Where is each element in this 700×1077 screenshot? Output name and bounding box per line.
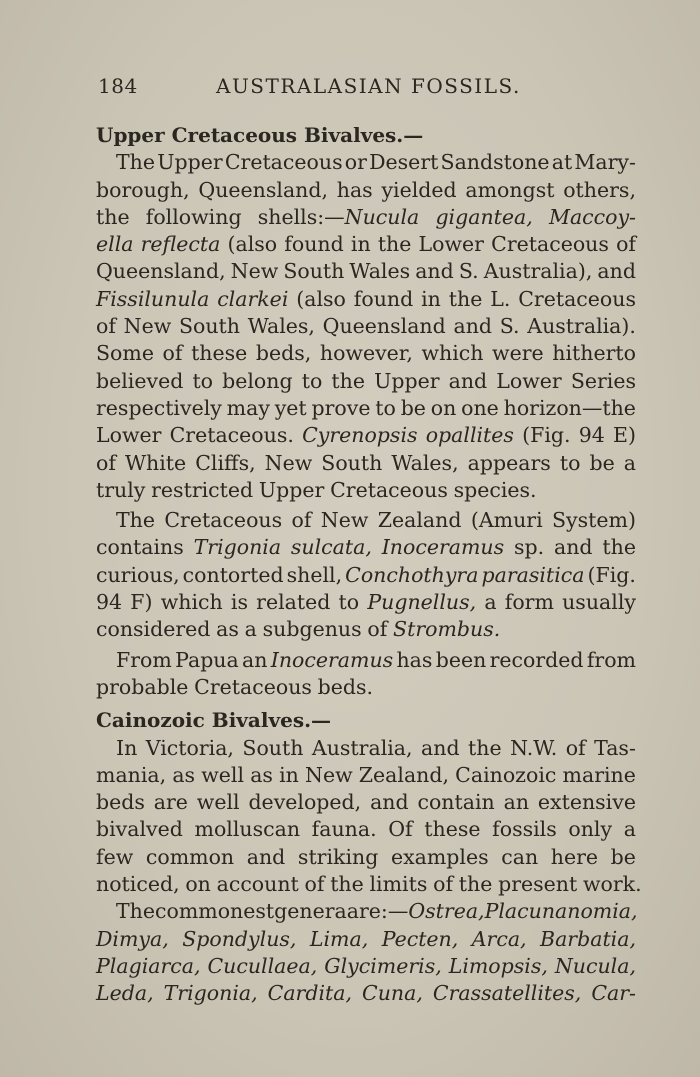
- word: respectively: [96, 395, 222, 420]
- word: Crassatellites,: [432, 981, 582, 1006]
- word: horizon—the: [503, 395, 636, 420]
- word: From: [116, 647, 172, 672]
- word: Cretaceous.: [169, 423, 294, 448]
- word: contorted: [182, 562, 284, 587]
- word: borough,: [96, 177, 190, 202]
- word: (also: [227, 232, 278, 257]
- word: New: [320, 508, 369, 533]
- word: Fissilunula: [96, 286, 210, 311]
- word: molluscan: [194, 817, 301, 842]
- text-line: [96, 450, 636, 477]
- word: and: [453, 314, 493, 339]
- word: a: [623, 817, 636, 842]
- word: (Fig.: [587, 562, 636, 587]
- word: on: [430, 395, 457, 420]
- word: noticed,: [96, 872, 180, 897]
- text-line: [96, 177, 636, 204]
- word: Series: [570, 368, 636, 393]
- text-line: [96, 980, 636, 1007]
- text-line: [96, 616, 636, 643]
- word: Pecten,: [381, 926, 459, 951]
- word: clarkei: [217, 286, 289, 311]
- word: few: [96, 844, 134, 869]
- word: or: [344, 150, 367, 175]
- word: as: [216, 617, 239, 642]
- text-line: [96, 674, 636, 701]
- word: L.: [490, 286, 511, 311]
- word: Mary-: [574, 150, 636, 175]
- text-line: [96, 926, 636, 953]
- word: striking: [297, 844, 379, 869]
- word: Upper: [258, 477, 325, 502]
- word: Cuna,: [362, 981, 423, 1006]
- word: (also: [296, 286, 346, 311]
- word: extensive: [537, 790, 636, 815]
- word: account: [216, 872, 299, 897]
- word: be: [589, 450, 615, 475]
- word: (Amuri: [470, 508, 543, 533]
- word: In: [116, 735, 138, 760]
- paragraph: [96, 507, 636, 643]
- word: species.: [453, 477, 537, 502]
- word: marine: [562, 762, 636, 787]
- word: Lima,: [309, 926, 369, 951]
- word: ella: [96, 232, 134, 257]
- text-line: [96, 816, 636, 843]
- word: Glycimeris,: [324, 953, 442, 978]
- word: from: [586, 647, 636, 672]
- word: in: [421, 286, 441, 311]
- word: which: [160, 590, 223, 615]
- word: Some: [96, 341, 154, 366]
- word: to: [192, 368, 214, 393]
- word: Upper: [374, 368, 440, 393]
- word: appears: [467, 450, 551, 475]
- word: of: [565, 735, 586, 760]
- text-line: [96, 368, 636, 395]
- word: Wales,: [247, 314, 315, 339]
- word: developed,: [248, 790, 362, 815]
- word: sp.: [513, 535, 545, 560]
- word: usually: [562, 590, 636, 615]
- word: Queensland,: [198, 177, 329, 202]
- word: may: [226, 395, 270, 420]
- word: Dimya,: [96, 926, 169, 951]
- text-line: [96, 395, 636, 422]
- word: gigantea,: [435, 204, 533, 229]
- word: and: [597, 259, 636, 284]
- section-heading-upper-cretaceous: Upper Cretaceous Bivalves.—: [96, 123, 424, 147]
- word: and: [246, 844, 286, 869]
- word: South: [283, 259, 345, 284]
- word: Papua: [175, 647, 239, 672]
- word: common: [145, 844, 235, 869]
- text-line: [96, 507, 636, 534]
- word: which: [421, 341, 484, 366]
- word: prove: [311, 395, 371, 420]
- word: the: [448, 286, 483, 311]
- word: of: [304, 872, 325, 897]
- word: Conchothyra: [345, 562, 479, 587]
- word: however,: [319, 341, 413, 366]
- word: Queensland,: [96, 259, 226, 284]
- word: New: [305, 762, 353, 787]
- word: limits: [369, 872, 428, 897]
- word: to: [338, 590, 360, 615]
- word: beds.: [317, 674, 374, 699]
- word: Plagiarca,: [96, 953, 201, 978]
- word: Inoceramus: [381, 535, 505, 560]
- word: Queensland: [322, 314, 446, 339]
- word: of: [96, 450, 116, 475]
- word: Inoceramus: [270, 647, 394, 672]
- word: South: [321, 450, 383, 475]
- word: New: [123, 314, 172, 339]
- word: Barbatia,: [540, 926, 636, 951]
- word: fossils: [492, 817, 557, 842]
- text-line: [96, 735, 636, 762]
- word: Pugnellus,: [367, 590, 477, 615]
- word: parasitica: [481, 562, 585, 587]
- word: to: [375, 395, 396, 420]
- word: following: [145, 204, 242, 229]
- page-number: 184: [98, 74, 138, 98]
- word: beds: [96, 790, 145, 815]
- word: to: [559, 450, 581, 475]
- text-line: [96, 286, 636, 313]
- paragraph: [96, 898, 636, 1007]
- word: these: [191, 341, 248, 366]
- word: Spondylus,: [182, 926, 297, 951]
- word: the: [602, 535, 636, 560]
- word: related: [256, 590, 331, 615]
- word: and: [370, 790, 409, 815]
- word: contains: [96, 535, 184, 560]
- word: be: [400, 395, 426, 420]
- word: Nucula,: [554, 953, 636, 978]
- word: Sandstone: [440, 150, 550, 175]
- word: shells:—Nucula: [257, 204, 420, 229]
- word: well: [196, 790, 240, 815]
- word: the: [330, 872, 364, 897]
- word: here: [550, 844, 599, 869]
- word: the: [468, 735, 502, 760]
- word: is: [230, 590, 248, 615]
- word: restricted: [151, 477, 254, 502]
- word: a: [484, 590, 497, 615]
- word: the: [96, 204, 130, 229]
- word: Cretaceous: [224, 150, 343, 175]
- text-line: [96, 204, 636, 231]
- text-line: [96, 589, 636, 616]
- text-line: [96, 789, 636, 816]
- word: Cretaceous: [330, 477, 448, 502]
- word: at: [551, 150, 573, 175]
- word: are:—Ostrea,: [346, 899, 485, 924]
- word: on: [185, 872, 211, 897]
- page-body: [96, 120, 642, 1008]
- text-line: [96, 340, 636, 367]
- word: Cardita,: [267, 981, 353, 1006]
- word: as: [172, 762, 196, 787]
- word: Of: [388, 817, 413, 842]
- word: Lower: [418, 232, 484, 257]
- word: the: [331, 368, 365, 393]
- text-line: [96, 647, 636, 674]
- word: Lower: [496, 368, 562, 393]
- word: yet: [274, 395, 307, 420]
- word: Tas-: [594, 735, 636, 760]
- word: these: [424, 817, 481, 842]
- section-heading-cainozoic: Cainozoic Bivalves.—: [96, 708, 332, 733]
- word: of: [367, 617, 388, 642]
- word: N.W.: [510, 735, 558, 760]
- word: of: [291, 508, 312, 533]
- word: Limopsis,: [448, 953, 548, 978]
- word: in: [350, 232, 371, 257]
- word: genera: [274, 899, 347, 924]
- word: New: [230, 259, 279, 284]
- word: Trigonia: [193, 535, 282, 560]
- word: Australia),: [483, 259, 593, 284]
- word: has: [336, 177, 373, 202]
- word: Upper: [157, 150, 223, 175]
- word: been: [435, 647, 487, 672]
- word: Lower: [96, 423, 162, 448]
- word: an: [242, 647, 268, 672]
- word: to: [301, 368, 323, 393]
- word: S.: [458, 259, 479, 284]
- text-line: [96, 762, 636, 789]
- word: The: [116, 150, 156, 175]
- word: Victoria,: [145, 735, 234, 760]
- word: Cliffs,: [195, 450, 256, 475]
- text-line: [96, 149, 636, 176]
- word: are: [153, 790, 188, 815]
- word: the: [377, 232, 412, 257]
- word: Trigonia,: [163, 981, 258, 1006]
- text-line: [96, 562, 636, 589]
- word: well: [201, 762, 245, 787]
- word: contain: [417, 790, 495, 815]
- word: bivalved: [96, 817, 183, 842]
- word: considered: [96, 617, 211, 642]
- word: of: [96, 314, 116, 339]
- word: Cucullaea,: [207, 953, 318, 978]
- paragraph: [96, 149, 636, 504]
- word: found: [284, 232, 344, 257]
- word: Strombus.: [393, 617, 501, 642]
- word: the: [458, 872, 493, 897]
- word: Wales: [349, 259, 411, 284]
- word: others,: [563, 177, 636, 202]
- word: of: [433, 872, 454, 897]
- word: Wales,: [391, 450, 459, 475]
- word: recorded: [489, 647, 584, 672]
- word: The: [116, 899, 156, 924]
- word: and: [448, 368, 488, 393]
- word: E): [612, 423, 636, 448]
- word: hitherto: [552, 341, 636, 366]
- word: The: [116, 508, 156, 533]
- word: a: [623, 450, 636, 475]
- word: mania,: [96, 762, 167, 787]
- word: curious,: [96, 562, 180, 587]
- word: work.: [582, 872, 642, 897]
- word: Leda,: [96, 981, 154, 1006]
- word: (Fig.: [522, 423, 571, 448]
- word: in: [279, 762, 299, 787]
- word: yielded: [381, 177, 457, 202]
- paragraph: [96, 735, 642, 899]
- running-title: AUSTRALASIAN FOSSILS.: [216, 74, 521, 98]
- word: Australia,: [311, 735, 413, 760]
- word: as: [250, 762, 273, 787]
- word: commonest: [155, 899, 275, 924]
- word: and: [553, 535, 593, 560]
- word: of: [616, 232, 636, 257]
- word: can: [501, 844, 539, 869]
- word: System): [552, 508, 636, 533]
- word: believed: [96, 368, 184, 393]
- text-line: [96, 231, 636, 258]
- text-line: [96, 422, 636, 449]
- word: were: [492, 341, 544, 366]
- word: Cainozoic: [455, 762, 557, 787]
- word: Cretaceous: [164, 508, 283, 533]
- word: a: [244, 617, 257, 642]
- word: found: [353, 286, 414, 311]
- word: Cretaceous: [491, 232, 609, 257]
- word: truly: [96, 477, 146, 502]
- word: only: [568, 817, 613, 842]
- word: Zealand: [377, 508, 462, 533]
- word: of: [162, 341, 183, 366]
- text-line: [96, 258, 636, 285]
- text-line: [96, 898, 636, 925]
- word: Arca,: [471, 926, 527, 951]
- word: Car-: [591, 981, 636, 1006]
- word: subgenus: [262, 617, 362, 642]
- word: and: [421, 735, 460, 760]
- word: probable: [96, 674, 189, 699]
- text-line: [96, 313, 636, 340]
- word: be: [610, 844, 636, 869]
- word: sulcata,: [290, 535, 372, 560]
- word: opallites: [425, 423, 514, 448]
- word: South: [242, 735, 304, 760]
- word: and: [415, 259, 454, 284]
- word: examples: [390, 844, 489, 869]
- word: Maccoy-: [548, 204, 636, 229]
- word: South: [178, 314, 240, 339]
- word: F): [130, 590, 153, 615]
- text-line: [96, 534, 636, 561]
- text-line: [96, 477, 636, 504]
- word: Cretaceous: [194, 674, 312, 699]
- text-line: [96, 871, 642, 898]
- word: S.: [499, 314, 520, 339]
- paragraph: [96, 647, 636, 702]
- word: 94: [578, 423, 605, 448]
- word: present: [498, 872, 578, 897]
- word: White: [124, 450, 187, 475]
- word: beds,: [255, 341, 312, 366]
- word: Cyrenopsis: [302, 423, 418, 448]
- word: Cretaceous: [518, 286, 636, 311]
- text-line: [96, 953, 636, 980]
- word: New: [264, 450, 313, 475]
- word: Australia).: [527, 314, 636, 339]
- word: form: [504, 590, 554, 615]
- word: 94: [96, 590, 123, 615]
- text-line: [96, 844, 636, 871]
- word: reflecta: [140, 232, 221, 257]
- word: fauna.: [311, 817, 377, 842]
- word: shell,: [286, 562, 343, 587]
- word: an: [503, 790, 530, 815]
- word: amongst: [465, 177, 555, 202]
- word: Placunanomia,: [484, 899, 638, 924]
- word: has: [396, 647, 433, 672]
- word: Zealand,: [358, 762, 450, 787]
- word: belong: [222, 368, 293, 393]
- word: one: [461, 395, 499, 420]
- word: Desert: [369, 150, 439, 175]
